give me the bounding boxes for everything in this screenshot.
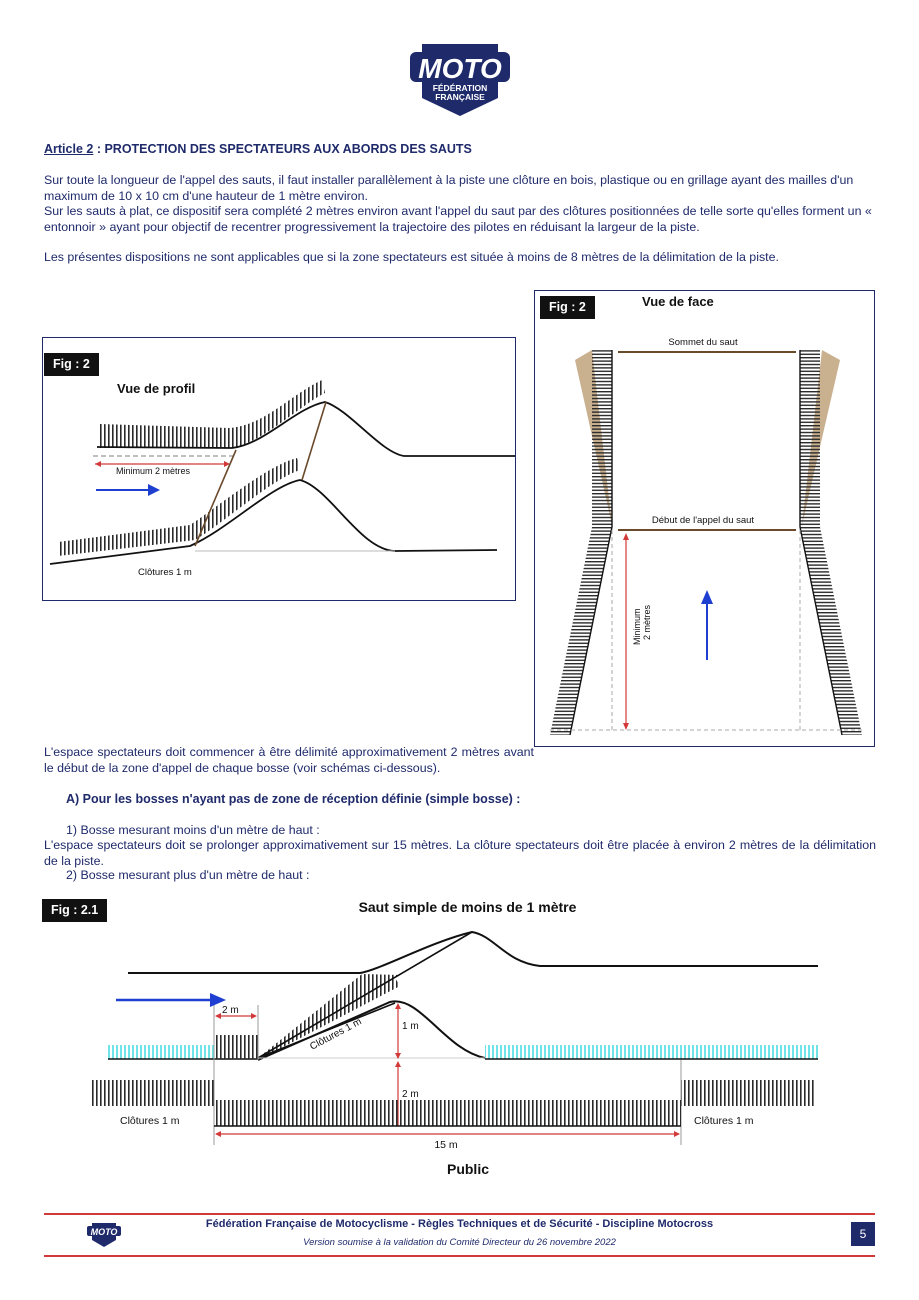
- figure-profile-tag: Fig : 2: [44, 353, 99, 376]
- figure-21-2m-mid-label: 2 m: [402, 1089, 419, 1100]
- footer-logo-word: MOTO: [90, 1227, 118, 1237]
- figure-21-tag: Fig : 2.1: [42, 899, 107, 922]
- article-paragraph-3: Les présentes dispositions ne sont applicables que si la zone spectateurs est située à moins de 8 mètres de la délimitation de la piste.: [44, 250, 779, 264]
- figure-21-left-fence-label: Clôtures 1 m: [120, 1115, 180, 1127]
- article-paragraph-4: L'espace spectateurs doit commencer à être délimité approximativement 2 mètres avant le début de la zone d'appel de chaque bosse (voir schémas ci-dessous).: [44, 745, 534, 775]
- front-top-label: Sommet du saut: [668, 337, 738, 348]
- figure-21-diag-fence-label: Clôtures 1 m: [308, 1016, 364, 1053]
- front-start-label: Début de l'appel du saut: [651, 515, 755, 526]
- figure-21-15m-label: 15 m: [434, 1139, 458, 1151]
- article-label: Article 2: [44, 142, 94, 156]
- item-2-heading: 2) Bosse mesurant plus d'un mètre de haut :: [66, 868, 310, 882]
- figure-front-tag: Fig : 2: [540, 296, 595, 319]
- article-paragraph-1: Sur toute la longueur de l'appel des sauts, il faut installer parallèlement à la piste une clôture en bois, plastique ou en grillage ayant des mailles d'un maximum de 10 x 10 cm d'une hauteur de 1 mètre environ.: [44, 173, 854, 203]
- footer-top-rule: [44, 1213, 875, 1215]
- footer-title: Fédération Française de Motocyclisme - Règles Techniques et de Sécurité - Discipline Motocross: [205, 1218, 714, 1230]
- article-paragraph-2: Sur les sauts à plat, ce dispositif sera complété 2 mètres environ avant l'appel du saut par des clôtures positionnées de telle sorte qu'elles forment un « entonnoir » ayant pour objectif de recentrer progressivement la trajectoire des pilotes en réduisant la largeur de la piste.: [44, 204, 872, 234]
- front-min-label-1: Minimum: [632, 608, 642, 645]
- figure-profile-title: Vue de profil: [117, 381, 196, 396]
- footer-bottom-rule: [44, 1255, 875, 1257]
- figure-21-direction-arrow: [116, 993, 226, 1007]
- figure-21-2m-top-label: 2 m: [222, 1005, 239, 1016]
- section-a-heading: A) Pour les bosses n'ayant pas de zone de réception définie (simple bosse) :: [66, 792, 521, 806]
- logo-line1: FÉDÉRATION: [432, 83, 488, 93]
- footer-version: Version soumise à la validation du Comité Directeur du 26 novembre 2022: [303, 1237, 616, 1248]
- figure-21-1m-label: 1 m: [402, 1021, 419, 1032]
- figure-21-title: Saut simple de moins de 1 mètre: [358, 899, 577, 915]
- profile-min-label: Minimum 2 mètres: [116, 466, 191, 476]
- logo-word: MOTO: [418, 53, 502, 84]
- article-title: : PROTECTION DES SPECTATEURS AUX ABORDS DES SAUTS: [93, 142, 472, 156]
- page-number: 5: [851, 1222, 875, 1246]
- figure-21-right-fence-label: Clôtures 1 m: [694, 1115, 754, 1127]
- item-1-text: L'espace spectateurs doit se prolonger approximativement sur 15 mètres. La clôture spectateurs doit être placée à environ 2 mètres de la délimitation de la piste.: [44, 838, 876, 868]
- front-min-label-2: 2 mètres: [642, 604, 652, 640]
- item-1-heading: 1) Bosse mesurant moins d'un mètre de haut :: [66, 823, 320, 837]
- figure-21-public-label: Public: [446, 1161, 490, 1177]
- profile-fence-label: Clôtures 1 m: [138, 567, 192, 578]
- logo-line2: FRANÇAISE: [435, 92, 485, 102]
- figure-front-title: Vue de face: [642, 294, 714, 309]
